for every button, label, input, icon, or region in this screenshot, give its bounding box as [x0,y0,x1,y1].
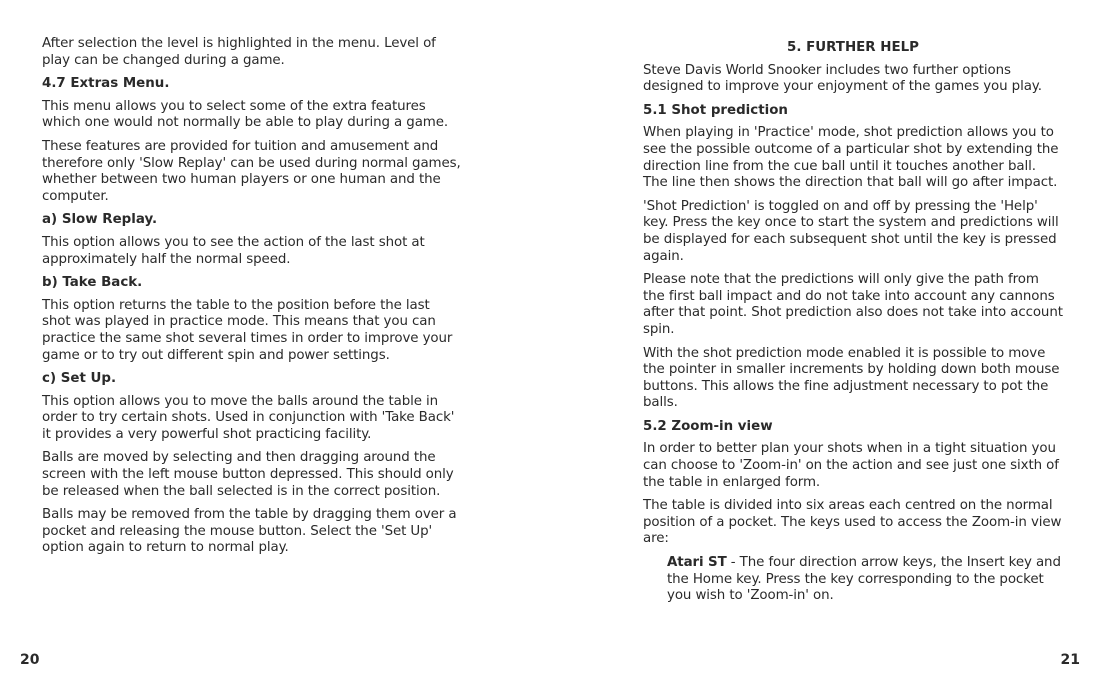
paragraph: This option returns the table to the position before the last shot was played in practice mode. This means that you can practice the same shot several times in order to improve your game or to try out different spin and power settings. [42,297,453,363]
paragraph: This menu allows you to select some of the extra features which one would not normally be able to play during a game. [42,98,449,131]
page-number-right: 21 [1060,652,1080,668]
paragraph: After selection the level is highlighted in the menu. Level of play can be changed during a game. [42,36,436,68]
section-heading-shot-prediction: 5.1 Shot prediction [643,102,788,118]
paragraph: In order to better plan your shots when in a tight situation you can choose to 'Zoom-in' on the action and see just one sixth of the table in enlarged form. [643,441,1059,490]
section-heading-zoom-in-view: 5.2 Zoom-in view [643,418,773,434]
atari-st-keys-paragraph [667,555,1063,605]
paragraph: These features are provided for tuition and amusement and therefore only 'Slow Replay' can be used during normal games, whether between two human players or one human and the computer. [42,138,461,204]
paragraph: 'Shot Prediction' is toggled on and off by pressing the 'Help' key. Press the key once to start the system and predictions will be displayed for each subsequent shot until the key is pressed again. [643,198,1059,264]
section-heading-extras-menu: 4.7 Extras Menu. [42,76,170,92]
paragraph: When playing in 'Practice' mode, shot prediction allows you to see the possible outcome of a particular shot by extending the direction line from the cue ball until it touches another ball. The line then shows the direction that ball will go after impact. [643,125,1059,191]
paragraph: This option allows you to see the action of the last shot at approximately half the normal speed. [42,234,425,267]
subheading-take-back: b) Take Back. [42,275,143,291]
chapter-heading-further-help: 5. FURTHER HELP [787,40,919,55]
paragraph: Balls may be removed from the table by dragging them over a pocket and releasing the mouse button. Select the 'Set Up' option again to return to normal play. [42,507,457,556]
paragraph: Balls are moved by selecting and then dragging around the screen with the left mouse button depressed. This should only be released when the ball selected is in the correct position. [42,450,454,499]
atari-st-text: - The four direction arrow keys, the Insert key and the Home key. Press the key corresponding to the pocket you wish to 'Zoom-in' on. [667,555,1061,604]
atari-st-label: Atari ST [667,555,727,571]
paragraph: With the shot prediction mode enabled it is possible to move the pointer in smaller increments by holding down both mouse buttons. This allows the fine adjustment necessary to pot the balls. [643,345,1060,411]
paragraph: This option allows you to move the balls around the table in order to try certain shots. Used in conjunction with 'Take Back' it provides a very powerful shot practicing facility. [42,393,455,442]
paragraph: The table is divided into six areas each centred on the normal position of a pocket. The keys used to access the Zoom-in view are: [643,498,1062,547]
subheading-slow-replay: a) Slow Replay. [42,212,158,228]
left-page [42,36,462,564]
page-number-left: 20 [20,652,40,668]
right-page [643,36,1063,612]
subheading-set-up: c) Set Up. [42,371,117,387]
paragraph: Steve Davis World Snooker includes two further options designed to improve your enjoyment of the games you play. [643,62,1042,95]
paragraph: Please note that the predictions will only give the path from the first ball impact and do not take into account any cannons after that point. Shot prediction also does not take into account spin. [643,272,1063,337]
